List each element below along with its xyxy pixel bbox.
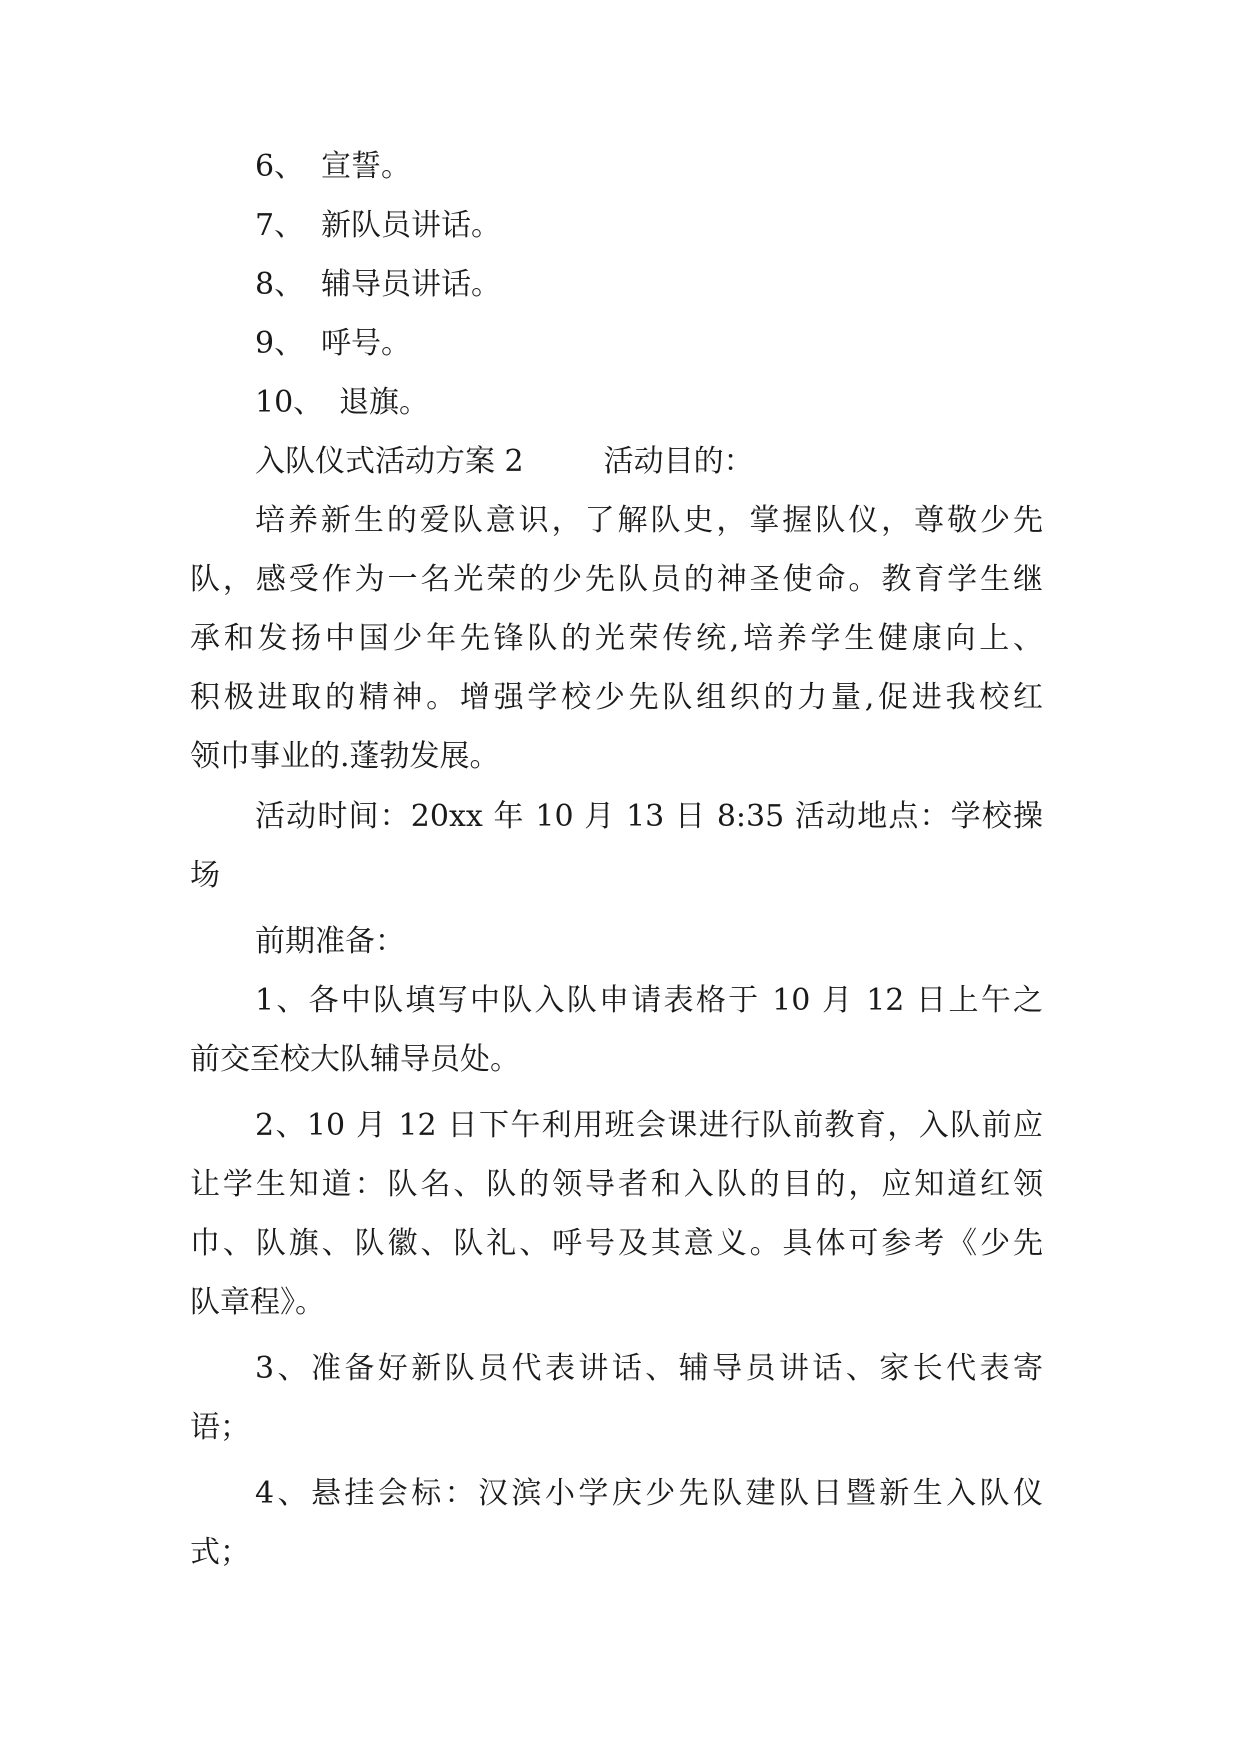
paragraph-line: 场	[190, 858, 220, 893]
paragraph-line: 培养新生的爱队意识，了解队史，掌握队仪，尊敬少先	[255, 503, 1043, 538]
paragraph-line: 让学生知道：队名、队的领导者和入队的目的，应知道红领	[190, 1167, 1043, 1202]
paragraph-line: 领巾事业的.蓬勃发展。	[190, 739, 500, 774]
list-item-number: 7、	[255, 208, 305, 243]
list-item-text: 辅导员讲话。	[321, 267, 501, 302]
paragraph-line: 巾、队旗、队徽、队礼、呼号及其意义。具体可参考《少先	[190, 1226, 1043, 1261]
paragraph-line: 队，感受作为一名光荣的少先队员的神圣使命。教育学生继	[190, 562, 1043, 597]
list-item-number: 6、	[255, 149, 305, 184]
paragraph-line: 活动时间：20xx 年 10 月 13 日 8:35 活动地点：学校操	[255, 799, 1043, 834]
paragraph-line: 3、准备好新队员代表讲话、辅导员讲话、家长代表寄	[255, 1351, 1043, 1386]
paragraph-line: 4、悬挂会标：汉滨小学庆少先队建队日暨新生入队仪	[255, 1476, 1043, 1511]
section-heading	[255, 442, 754, 482]
paragraph-line: 积极进取的精神。增强学校少先队组织的力量,促进我校红	[190, 680, 1043, 715]
list-item-text: 退旗。	[339, 385, 429, 420]
list-item-number: 8、	[255, 267, 305, 302]
paragraph-line: 1、各中队填写中队入队申请表格于 10 月 12 日上午之	[255, 983, 1043, 1018]
list-item-text: 宣誓。	[321, 149, 411, 184]
list-item	[255, 324, 411, 364]
list-item	[255, 265, 501, 305]
paragraph-line: 2、10 月 12 日下午利用班会课进行队前教育，入队前应	[255, 1108, 1043, 1143]
list-item	[255, 383, 429, 423]
paragraph-line: 式；	[190, 1535, 250, 1570]
section-title: 入队仪式活动方案 2	[255, 444, 524, 479]
list-item-number: 9、	[255, 326, 305, 361]
section-subtitle: 活动目的：	[603, 444, 754, 479]
list-item-text: 新队员讲话。	[321, 208, 501, 243]
list-item-number: 10、	[255, 385, 324, 420]
list-item-text: 呼号。	[321, 326, 411, 361]
paragraph-line: 前交至校大队辅导员处。	[190, 1042, 520, 1077]
list-item	[255, 206, 501, 246]
list-item	[255, 147, 411, 187]
paragraph-line: 语；	[190, 1410, 250, 1445]
paragraph-line: 承和发扬中国少年先锋队的光荣传统,培养学生健康向上、	[190, 621, 1043, 656]
paragraph-line: 队章程》。	[190, 1285, 325, 1320]
prep-heading: 前期准备：	[255, 924, 405, 959]
